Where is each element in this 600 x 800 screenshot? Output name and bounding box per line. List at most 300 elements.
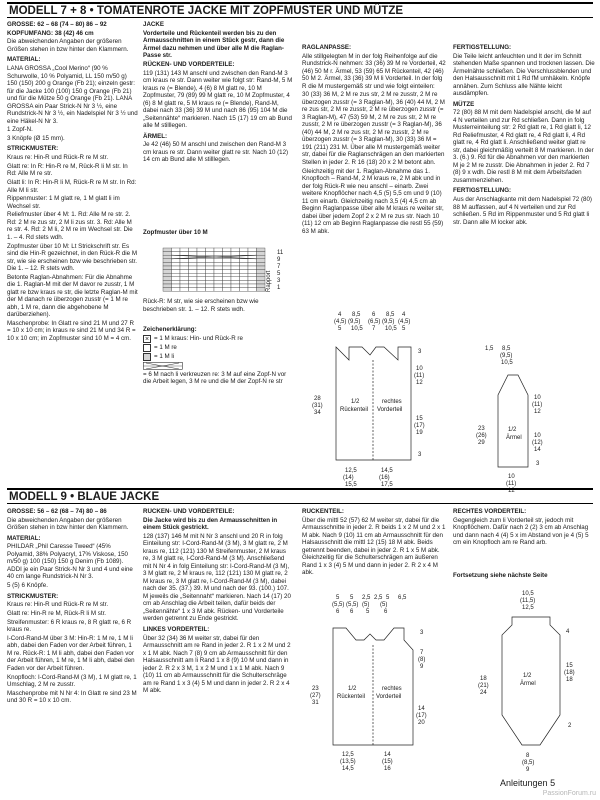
chart-legend (143, 326, 293, 416)
chart-cell (231, 266, 240, 270)
s3-top2-1: (5,5) (346, 602, 359, 608)
s1-top3-1: 10,5 (351, 326, 363, 332)
stockinette-text: Glatt re: In R: Hin-R re M, Rück-R li M str. In Rd: Alle M re str. (7, 162, 128, 178)
s1-top3-3: 10,5 (385, 326, 397, 332)
chart-cell (257, 262, 266, 266)
chart-cell (189, 248, 198, 252)
chart-cell (206, 259, 215, 263)
chart-cell (240, 288, 249, 292)
chart-cell (214, 252, 223, 256)
m9-gauge-text: Maschenprobe mit N Nr 4: In Glatt re sind 23 M und 30 R = 10 x 10 cm. (7, 689, 137, 705)
chart-cell (248, 284, 257, 288)
s1-right-7: 3 (418, 452, 422, 458)
chart-cell (240, 259, 249, 263)
s3-center-3: Vorderteil (376, 694, 402, 700)
s3-top-1: 5 (350, 595, 354, 601)
m9-buttons-text: 5 (5) 6 Knöpfe. (7, 582, 48, 590)
model-7-8-header: MODELL 7 + 8 • TOMATENROTE JACKE MIT ZOPFMUSTER UND MÜTZE (7, 2, 593, 18)
s1-top2-1: (9,5) (348, 319, 361, 325)
s2-top-2: (9,5) (500, 353, 513, 359)
chart-cell (257, 259, 266, 263)
body-heading: RÜCKEN- UND VORDERTEILE: (143, 60, 235, 68)
s2-top-0: 1,5 (485, 346, 494, 352)
s1-center-1: Rückenteil (340, 407, 369, 413)
s2-right-3: 10 (534, 433, 541, 439)
s1-right-0: 3 (418, 349, 422, 355)
chart-cell (231, 262, 240, 266)
s3-top3-2: 5 (366, 609, 370, 615)
s4-bottom-2: 9 (526, 767, 530, 773)
chart-cell (223, 270, 232, 274)
chart-cell (197, 259, 206, 263)
chart-cell (206, 262, 215, 266)
chart-cell (197, 277, 206, 281)
chart-cell (223, 266, 232, 270)
s1-right-4: 15 (416, 416, 423, 422)
s4-right-4: 2 (568, 723, 572, 729)
cable-pattern-text: Zopfmuster über 10 M: Lt Strickschrift str. Es sind die Hin-R gezeichnet, in den Rück-R die M str, wie sie erscheinen bzw wie beschrieben str. Die 1. – 12. R stets wdh. (7, 242, 137, 273)
chart-cell (163, 259, 172, 263)
garter-text: Kraus re: Hin-R und Rück-R re M str. (7, 154, 109, 162)
s3-bottom-1: (13,5) (340, 759, 356, 765)
chart-cell (172, 262, 181, 266)
chart-cell (231, 273, 240, 277)
s4-left-1: (21) (478, 683, 489, 689)
m9-icord-text: I-Cord-Rand-M über 3 M: Hin-R: 1 M re, 1 M li abh, dabei den Faden vor der Arbeit führen, 1 M re. Rück-R: 1 M li abh, dabei den Faden vor der Arbeit führen, 1 M re, 1 M li abh, dabei den Faden vor der Arbeit führen. (7, 634, 135, 672)
s3-bottom-4: (15) (382, 759, 393, 765)
chart-cell (214, 284, 223, 288)
chart-row-7: 7 (277, 264, 281, 270)
s3-bottom-0: 12,5 (342, 752, 354, 758)
s3-top3-1: 6 (350, 609, 354, 615)
s2-top-3: 10,5 (501, 360, 513, 366)
chart-cell (240, 284, 249, 288)
chart-cell (231, 277, 240, 281)
chart-cell (197, 284, 206, 288)
s3-right-4: 14 (418, 706, 425, 712)
s1-top2-2: (6,5) (368, 319, 381, 325)
pattern-heading: STRICKMUSTER: (7, 145, 59, 153)
m78-column-1 (7, 21, 138, 481)
s1-top-2: 6 (372, 312, 376, 318)
chart-cell (240, 266, 249, 270)
legend-cable: = 6 M nach li verkreuzen re: 3 M auf eine Zopf-N vor die Arbeit legen, 3 M re und die M der Zopf-N re str (143, 370, 287, 386)
s3-left-2: 31 (312, 700, 319, 706)
s3-right-0: 3 (420, 630, 424, 636)
chart-cell (231, 280, 240, 284)
chart-cell (172, 248, 181, 252)
chart-cell (189, 280, 198, 284)
m9-buttonhole-text: Knopfloch: I-Cord-Rand-M (3 M), 1 M glatt re, 1 Umschlag, 2 M re zusstr. (7, 673, 137, 688)
s3-top-4: 5 (386, 595, 390, 601)
s2-bottom-2: 12 (508, 488, 515, 494)
jacket-heading: JACKE (143, 21, 164, 28)
cable-chart (143, 240, 293, 296)
s1-top3-2: 7 (372, 326, 376, 332)
chart-cell (197, 288, 206, 292)
relief-text: Reliefmuster über 4 M: 1. Rd: Alle M re str. 2. Rd: 2 M re zus str, 2 M li zus str. 3. Rd: Alle M re str. 4. Rd: 2 M li, 2 M re im Wechsel str. Die 1. – 4. Rd stets wdh. (7, 211, 133, 241)
m9-column-3 (302, 508, 447, 588)
s2-left-0: 23 (478, 426, 485, 432)
chart-cell (206, 270, 215, 274)
s3-top2-3: (5) (380, 602, 388, 608)
chart-cell (172, 284, 181, 288)
legend-cable-icon (143, 362, 183, 370)
chart-cell (206, 248, 215, 252)
jacket-intro: Vorderteile und Rückenteil werden bis zu den Armausschnitten in einem Stück gestr, dann die Ärmel dazu nehmen und über alle M die Raglan-Passe str. (143, 29, 285, 60)
legend-knit: = 1 M re (154, 343, 177, 351)
hat-finishing-text: Aus der Anschlagkante mit dem Nadelspiel 72 (80) 88 M auffassen, auf 4 N verteilen und zur Rd schließen. 5 Rd im Rippenmuster und 5 Rd glatt li str. Dann alle M locker abk. (453, 196, 592, 226)
chart-title: Zopfmuster über 10 M (143, 229, 208, 236)
m78-column-3 (302, 44, 447, 304)
s3-left-1: (27) (310, 693, 321, 699)
m9-material-heading: MATERIAL: (7, 534, 41, 542)
chart-cell (248, 252, 257, 256)
s1-bottom-1: (14) (343, 475, 354, 481)
chart-cell (240, 280, 249, 284)
s3-center-2: rechtes (382, 686, 402, 692)
chart-cell (180, 270, 189, 274)
chart-cell (180, 248, 189, 252)
chart-cell (206, 280, 215, 284)
chart-cell (214, 277, 223, 281)
s3-right-2: (8) (418, 657, 426, 663)
s2-right-5: 14 (534, 447, 541, 453)
s4-top-0: 10,5 (522, 591, 534, 597)
s1-right-6: 19 (416, 430, 423, 436)
m9-pattern-heading: STRICKMUSTER: (7, 592, 59, 600)
chart-cell (223, 288, 232, 292)
chart-cell (231, 252, 240, 256)
chart-cell (223, 262, 232, 266)
s3-top2-2: (5) (362, 602, 370, 608)
chart-row-11: 11 (277, 250, 284, 256)
chart-row-9: 9 (277, 257, 281, 263)
s4-bottom-0: 8 (526, 753, 530, 759)
s1-top2-0: (4,5) (334, 319, 347, 325)
s1-left-1: (31) (312, 403, 323, 409)
s4-bottom-1: (8,5) (522, 760, 535, 766)
chart-cell (189, 270, 198, 274)
s1-bottom-3: 14,5 (381, 468, 393, 474)
s2-right-2: 12 (534, 409, 541, 415)
chart-cell (223, 273, 232, 277)
s3-top-3: 2,5 (374, 595, 383, 601)
chart-cell (163, 248, 172, 252)
chart-cell (257, 270, 266, 274)
chart-cell (223, 277, 232, 281)
chart-cell (163, 273, 172, 277)
chart-cell (206, 277, 215, 281)
legend-garter: = 1 M kraus: Hin- und Rück-R re (154, 334, 243, 342)
chart-cell (223, 259, 232, 263)
chart-cell (172, 280, 181, 284)
m9-right-front-heading: RECHTES VORDERTEIL: (453, 508, 527, 515)
s3-right-1: 7 (420, 650, 424, 656)
s4-top-1: (11,5) (520, 598, 536, 604)
m9-right-front-text: Gegengleich zum li Vorderteil str, jedoch mit Knopflöchern. Dafür nach 2 (2) 3 cm ab Anschlag und dann nach 4 (4) 5 x im Abstand von je 4 (5) 5 cm ein Knopfloch am re Rand arb. (453, 516, 589, 547)
cable-chart-grid (163, 248, 265, 291)
s3-top3-0: 6 (336, 609, 340, 615)
s2-right-0: 10 (534, 395, 541, 401)
chart-cell (248, 288, 257, 292)
m9-column-2 (143, 508, 293, 773)
chart-cell (248, 259, 257, 263)
chart-cell (214, 248, 223, 252)
s1-center-2: rechtes (382, 399, 402, 405)
reverse-stockinette-text: Glatt li: In R: Hin-R li M, Rück-R re M str. In Rd: Alle M li str. (7, 179, 137, 194)
s1-top-1: 8,5 (352, 312, 361, 318)
s3-top-5: 6,5 (398, 595, 407, 601)
chart-cell (223, 280, 232, 284)
chart-cell (189, 284, 198, 288)
page-footer (500, 778, 555, 788)
m9-back-heading: RÜCKENTEIL: (302, 508, 344, 515)
hat-heading: MÜTZE (453, 100, 475, 108)
s2-left-1: (26) (476, 433, 487, 439)
m9-column-1 (7, 508, 138, 773)
s4-left-2: 24 (480, 690, 487, 696)
chart-cell (189, 262, 198, 266)
model-9-header: MODELL 9 • BLAUE JACKE (7, 488, 593, 504)
finishing-text: Die Teile leicht anfeuchten und lt der im Schnitt stehenden Maße spannen und trocknen lassen. Die Ärmelnähte schließen. Die Verschlussblenden und den Halsausschnitt mit 1 Rd fM umhäkeln. Knöpfe annähen. Zum Schluss alle Nähte leicht ausdämpfen. (453, 52, 595, 98)
chart-cell (214, 262, 223, 266)
s1-top-0: 4 (338, 312, 342, 318)
cable-needle-text: 1 Zopf-N. (7, 126, 33, 134)
s2-right-1: (11) (532, 402, 543, 408)
s2-center-0: 1/2 (508, 427, 517, 433)
m9-body-text: 128 (137) 146 M mit N Nr 3 anschl und 20 R in folg Einteilung str: I-Cord-Rand-M (3 M), 3 M glatt re, 2 M kraus re, 112 (121) 130 M Streifenmuster, 2 M kraus re, 3 M glatt re, I-Cord-Rand-M (3 M). Anschließend mit N Nr 4 in folg Einteilung str: I-Cord-Rand-M (3 M), 3 M glatt re, 2 M kraus re, 112 (121) 130 M glatt re, 2 M kraus re, 3 M glatt re, I-Cord-Rand-M (3 M), dabei nach der 35. (37.) 39. M und nach der 93. (100.) 107. M jeweils die „Seitennaht“ markieren. Nach 14 (17) 20 cm ab Anschlag die Arbeit teilen, dafür beids der „Seitennähte“ 1 x 3 M abk. Rücken- und Vorderteile werden getrennt zu Ende gestrickt. (143, 532, 291, 623)
m78-column-4 (453, 44, 595, 304)
chart-cell (231, 248, 240, 252)
watermark: PassionForum.ru (542, 790, 596, 797)
chart-cell (172, 266, 181, 270)
chart-cell (197, 270, 206, 274)
s3-top-0: 5 (336, 595, 340, 601)
m78-sleeve-schematic (450, 335, 598, 495)
chart-cell (206, 288, 215, 292)
hat-finishing-heading: FERTIGSTELLUNG: (453, 187, 512, 195)
finishing-heading: FERTIGSTELLUNG: (453, 44, 512, 51)
chart-cell (189, 277, 198, 281)
chart-cell (163, 277, 172, 281)
chart-cell (180, 288, 189, 292)
m9-left-front-heading: LINKES VORDERTEIL: (143, 625, 210, 633)
s1-top3-0: 5 (338, 326, 342, 332)
chart-cell (240, 248, 249, 252)
page-number: 5 (550, 778, 556, 788)
chart-cell (257, 288, 266, 292)
m78-column-2 (143, 21, 295, 231)
chart-cell (248, 266, 257, 270)
chart-cell (189, 259, 198, 263)
chart-cell (231, 270, 240, 274)
chart-cell (248, 277, 257, 281)
s1-bottom-5: 17,5 (381, 482, 393, 488)
s3-left-0: 23 (312, 686, 319, 692)
s3-top3-3: 6 (384, 609, 388, 615)
m9-stockinette-text: Glatt re: Hin-R re M, Rück-R li M str. (7, 609, 107, 617)
chart-cell (163, 255, 172, 259)
raglan-division: 30 (33) 36 M, 2 M re zus str, 2 M re zusstr, 2 M re überzogen zusstr (= 3 Raglan-M), 36 (40) 44 M, 2 M re zus str, 2 M re zusstr, 2 M re überzogen zusstr (= 3 Raglan-M), 47 (53) 59 M, 2 M re zus str, 2 M re zusstr, 2 M re überzogen zusstr (= 3 Raglan-M), 36 (40) 44 M, 2 M re zus str, 2 M re zusstr, 2 M re überzogen zusstr (= 3 Raglan-M), 30 (33) 36 M = 191 (211) 231 M. Über alle M mustergemäß weiter str, dabei für die Raglanschrägen an den markierten Stellen in jeder 2. R 16 (18) 20 x 2 M betont abn. (302, 91, 445, 166)
chart-cell (257, 273, 266, 277)
chart-cell (206, 252, 215, 256)
s2-right-4: (12) (532, 440, 543, 446)
chart-cell (172, 288, 181, 292)
chart-cell (189, 288, 198, 292)
s1-center-3: Vorderteil (377, 407, 403, 413)
chart-cell (231, 259, 240, 263)
rib-text: Rippenmuster: 1 M glatt re, 1 M glatt li im Wechsel str. (7, 195, 120, 210)
s3-bottom-3: 14 (384, 752, 391, 758)
chart-cell (163, 270, 172, 274)
chart-cell (231, 284, 240, 288)
chart-cell (257, 266, 266, 270)
chart-cell (248, 273, 257, 277)
chart-cell (248, 280, 257, 284)
chart-cell (172, 277, 181, 281)
raglan-intro: Alle stillgelegten M in der folg Reihenfolge auf die Rundstrick-N nehmen: 33 (36) 39 M re Vorderteil, 42 (46) 50 M r. Ärmel, 53 (59) 65 M Rückenteil, 42 (46) 50 M 2. Ärmel, 33 (36) 39 M li Vorderteil. In der folg R die M mustergemäß str und wie folgt einteilen: (302, 52, 446, 90)
chart-cell (214, 273, 223, 277)
s2-bottom-1: (11) (506, 481, 517, 487)
chart-cell (189, 273, 198, 277)
chart-cell (257, 277, 266, 281)
chart-row-3: 3 (277, 278, 281, 284)
chart-cell (180, 266, 189, 270)
chart-cell (197, 266, 206, 270)
s4-center-1: Ärmel (520, 681, 536, 687)
chart-cell (180, 262, 189, 266)
s1-top2-3: (9,5) (382, 319, 395, 325)
chart-cell (172, 273, 181, 277)
chart-cell (189, 252, 198, 256)
m9-body-intro: Die Jacke wird bis zu den Armausschnitten in einem Stück gestrickt. (143, 516, 278, 532)
s4-center-0: 1/2 (523, 673, 532, 679)
s1-top-4: 4 (402, 312, 406, 318)
chart-cell (240, 273, 249, 277)
chart-cell (257, 280, 266, 284)
s1-right-1: 10 (416, 366, 423, 372)
s3-right-3: 9 (420, 664, 424, 670)
legend-garter-icon (143, 335, 151, 343)
s3-bottom-5: 16 (384, 766, 391, 772)
s3-right-6: 20 (418, 720, 425, 726)
chart-cell (206, 273, 215, 277)
s1-right-5: (17) (414, 423, 425, 429)
s2-right-6: 3 (536, 461, 540, 467)
chart-cell (257, 255, 266, 259)
chart-cell (214, 288, 223, 292)
chart-cell (180, 259, 189, 263)
s1-top-3: 8,5 (386, 312, 395, 318)
s1-top2-4: (4,5) (398, 319, 411, 325)
raglan-heading: RAGLANPASSE: (302, 44, 352, 51)
m9-column-4 (453, 508, 595, 558)
s4-right-3: 18 (566, 677, 573, 683)
chart-cell (214, 259, 223, 263)
s3-bottom-2: 14,5 (342, 766, 354, 772)
chart-cell (231, 288, 240, 292)
m9-sleeve-schematic (450, 585, 598, 780)
s1-right-3: 12 (416, 380, 423, 386)
s1-right-2: (11) (414, 373, 425, 379)
s3-right-5: (17) (416, 713, 427, 719)
body-text: 119 (131) 143 M anschl und zwischen den Rand-M 3 cm kraus re str. Dann weiter wie folgt str: Rand-M, 5 M kraus re (= Blende), 4 (6) 8 M glatt re, 10 M Zopfmuster, 79 (89) 99 M glatt re, 10 M Zopfmuster, 4 (6) 8 M glatt re, 5 M kraus re (= Blende), Rand-M, dabei nach 33 (36) 39 M und nach 86 (95) 104 M die „Seitennähte“ markieren. Nach 15 (17) 19 cm ab Bund alle M stilllegen. (143, 69, 293, 130)
chart-cell (172, 259, 181, 263)
s4-top-2: 12,5 (522, 605, 534, 611)
m9-body-heading: RÜCKEN- UND VORDERTEILE: (143, 508, 235, 515)
gauge-text: Maschenprobe: In Glatt re sind 21 M und 27 R = 10 x 10 cm; in kraus re sind 21 M und 34 R = 10 x 10 cm; im Zopfmuster sind 10 M = 4 cm. (7, 319, 136, 342)
s2-left-2: 29 (478, 440, 485, 446)
s2-bottom-0: 10 (508, 474, 515, 480)
s1-center-0: 1/2 (351, 399, 360, 405)
m9-size-line: GRÖSSE: 56 – 62 (68 – 74) 80 – 86 (7, 508, 107, 515)
m9-body-schematic (300, 590, 450, 775)
chart-cell (180, 252, 189, 256)
size-note: Die abweichenden Angaben der größeren Größen stehen in bzw hinter den Klammern. (7, 38, 129, 53)
chart-cell (240, 270, 249, 274)
s1-bottom-0: 12,5 (345, 468, 357, 474)
chart-cell (214, 266, 223, 270)
sleeve-heading: ÄRMEL: (143, 132, 168, 140)
sleeve-text: Je 42 (46) 50 M anschl und zwischen den Rand-M 3 cm kraus re str. Dann weiter glatt re str. Nach 10 (12) 14 cm ab Bund alle M stilllegen. (143, 141, 289, 164)
m9-left-front-text: Über 32 (34) 36 M weiter str, dabei für den Armausschnitt am re Rand in jeder 2. R 1 x 2 M und 2 x 1 M abk. Nach 7 (8) 9 cm ab Armausschnitt für den Halsausschnitt am li Rand 1 x 8 (9) 10 M und dann in jeder 2. R 2 x 3 M, 1 x 2 M und 1 x 1 M abk. Nach 9 (10) 11 cm ab Armausschnitt für die Schulterschräge am re Rand 1 x 3 (4) 5 M und dann in jeder 2. R 2 x 4 M abk. (143, 634, 291, 695)
chart-cell (163, 252, 172, 256)
chart-cell (223, 248, 232, 252)
s1-bottom-4: (16) (379, 475, 390, 481)
chart-cell (163, 288, 172, 292)
chart-cell (248, 262, 257, 266)
s1-bottom-2: 15,5 (345, 482, 357, 488)
s4-right-2: (18) (564, 670, 575, 676)
legend-purl-icon (143, 353, 151, 361)
material-text: LANA GROSSA „Cool Merino“ (90 % Schurwolle, 10 % Polyamid, LL 150 m/50 g) 150 (150) 200 g Orange (Fb 21); einzeln gestr: für die Jacke 100 (100) 150 g Orange (Fb 21) und für die Mütze 50 g Orange (Fb 21). LANA GROSSA ein Paar Strick-N Nr 3 ½, eine Rundstrick-N Nr 3 ½, ein Nadelspiel Nr 3 ½ und eine Häkel-N Nr 3. (7, 65, 138, 125)
size-line: GRÖSSE: 62 – 68 (74 – 80) 86 – 92 (7, 21, 107, 28)
chart-cell (240, 262, 249, 266)
chart-cell (172, 252, 181, 256)
chart-cell (197, 280, 206, 284)
chart-cell (214, 280, 223, 284)
raglan-decrease-text: Betonte Raglan-Abnahmen: Für die Abnahme die 1. Raglan-M mit der M davor re zusstr, 1 M glatt re bzw kraus re str, die letzte Raglan-M mit der M danach re überzogen zusstr (= 1 M re abh, 1 M re, dann die abgehobene M darüberziehen). (7, 273, 138, 319)
chart-cell (248, 270, 257, 274)
continued-note: Fortsetzung siehe nächste Seite (453, 572, 548, 579)
chart-cell (206, 266, 215, 270)
material-heading: MATERIAL: (7, 56, 41, 64)
head-size-line: KOPFUMFANG: 38 (42) 46 cm (7, 29, 94, 37)
chart-cell (163, 284, 172, 288)
m9-garter-text: Kraus re: Hin-R und Rück-R re M str. (7, 601, 109, 609)
legend-purl: = 1 M li (154, 352, 175, 360)
m9-size-note: Die abweichenden Angaben der größeren Größen stehen in bzw hinter den Klammern. (7, 516, 129, 532)
s1-left-2: 34 (314, 410, 321, 416)
buttons-text: 3 Knöpfe (Ø 15 mm). (7, 134, 65, 142)
chart-cell (180, 280, 189, 284)
footer-label: Anleitungen (500, 778, 548, 788)
chart-cell (197, 252, 206, 256)
s3-top-2: 2,5 (362, 595, 371, 601)
chart-cell (180, 277, 189, 281)
chart-row-5: 5 (277, 271, 281, 277)
s4-right-1: 15 (566, 663, 573, 669)
chart-cell (163, 262, 172, 266)
chart-rapport: Rapport (266, 270, 272, 292)
chart-cell (172, 270, 181, 274)
chart-cell (163, 266, 172, 270)
m9-stripe-text: Streifenmuster: 6 R kraus re, 8 R glatt re, 6 R kraus re. (7, 618, 132, 634)
chart-cell (163, 280, 172, 284)
chart-row-1: 1 (277, 285, 281, 291)
chart-cell (240, 277, 249, 281)
